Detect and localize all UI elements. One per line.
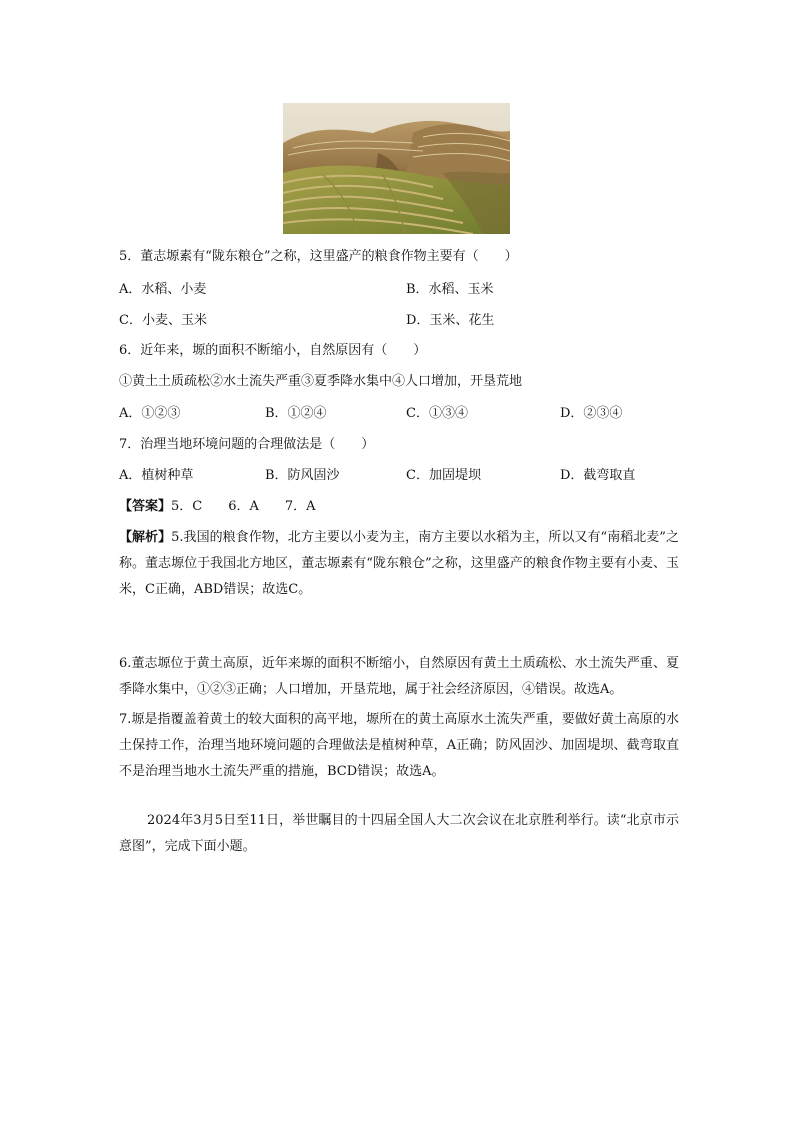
- analysis-q7: 7.塬是指覆盖着黄土的较大面积的高平地，塬所在的黄土高原水土流失严重，要做好黄土高原的水土保持工作，治理当地环境问题的合理做法是植树种草，A正确；防风固沙、加固堤坝、截弯取直不是治理当地水土流失严重的措施，BCD错误；故选A。: [119, 712, 679, 779]
- q5-option-b: B．水稻、玉米: [406, 282, 494, 297]
- q6-option-c: C．①③④: [406, 406, 468, 421]
- q7-option-b: B．防风固沙: [265, 468, 340, 483]
- q7-stem: 7．治理当地环境问题的合理做法是（ ）: [119, 437, 375, 452]
- analysis-q5-text: 5.我国的粮食作物，北方主要以小麦为主，南方主要以水稻为主，所以又有“南稻北麦”之称。董志塬位于我国北方地区，董志塬素有“陇东粮仓”之称，这里盛产的粮食作物主要有小麦、玉米，C正确，ABD错误；故选C。: [119, 530, 679, 597]
- q5-option-a: A．水稻、小麦: [119, 282, 207, 297]
- q6-option-b: B．①②④: [265, 406, 327, 421]
- q6-option-d: D．②③④: [560, 406, 623, 421]
- q6-stem: 6．近年来，塬的面积不断缩小，自然原因有（ ）: [119, 343, 427, 358]
- q6-statements: ①黄土土质疏松②水土流失严重③夏季降水集中④人口增加，开垦荒地: [119, 374, 523, 389]
- answer-text: 5．C 6．A 7．A: [171, 499, 316, 514]
- analysis-label: 【解析】: [119, 530, 172, 545]
- q6-option-a: A．①②③: [119, 406, 181, 421]
- answer-label: 【答案】: [119, 499, 172, 514]
- q5-option-d: D．玉米、花生: [406, 313, 495, 328]
- q7-option-a: A．植树种草: [119, 468, 194, 483]
- q5-stem: 5．董志塬素有“陇东粮仓”之称，这里盛产的粮食作物主要有（ ）: [119, 249, 518, 264]
- answer-line: [119, 498, 316, 516]
- terraced-fields-photo: [283, 103, 510, 234]
- q7-option-c: C．加固堤坝: [406, 468, 481, 483]
- q7-option-d: D．截弯取直: [560, 468, 636, 483]
- analysis-q5: [119, 525, 679, 603]
- q5-option-c: C．小麦、玉米: [119, 313, 207, 328]
- intro-paragraph: 2024年3月5日至11日，举世瞩目的十四届全国人大二次会议在北京胜利举行。读“北京市示意图”，完成下面小题。: [119, 813, 679, 854]
- analysis-q6: 6.董志塬位于黄土高原，近年来塬的面积不断缩小，自然原因有黄土土质疏松、水土流失严重、夏季降水集中，①②③正确；人口增加，开垦荒地，属于社会经济原因，④错误。故选A。: [119, 656, 679, 697]
